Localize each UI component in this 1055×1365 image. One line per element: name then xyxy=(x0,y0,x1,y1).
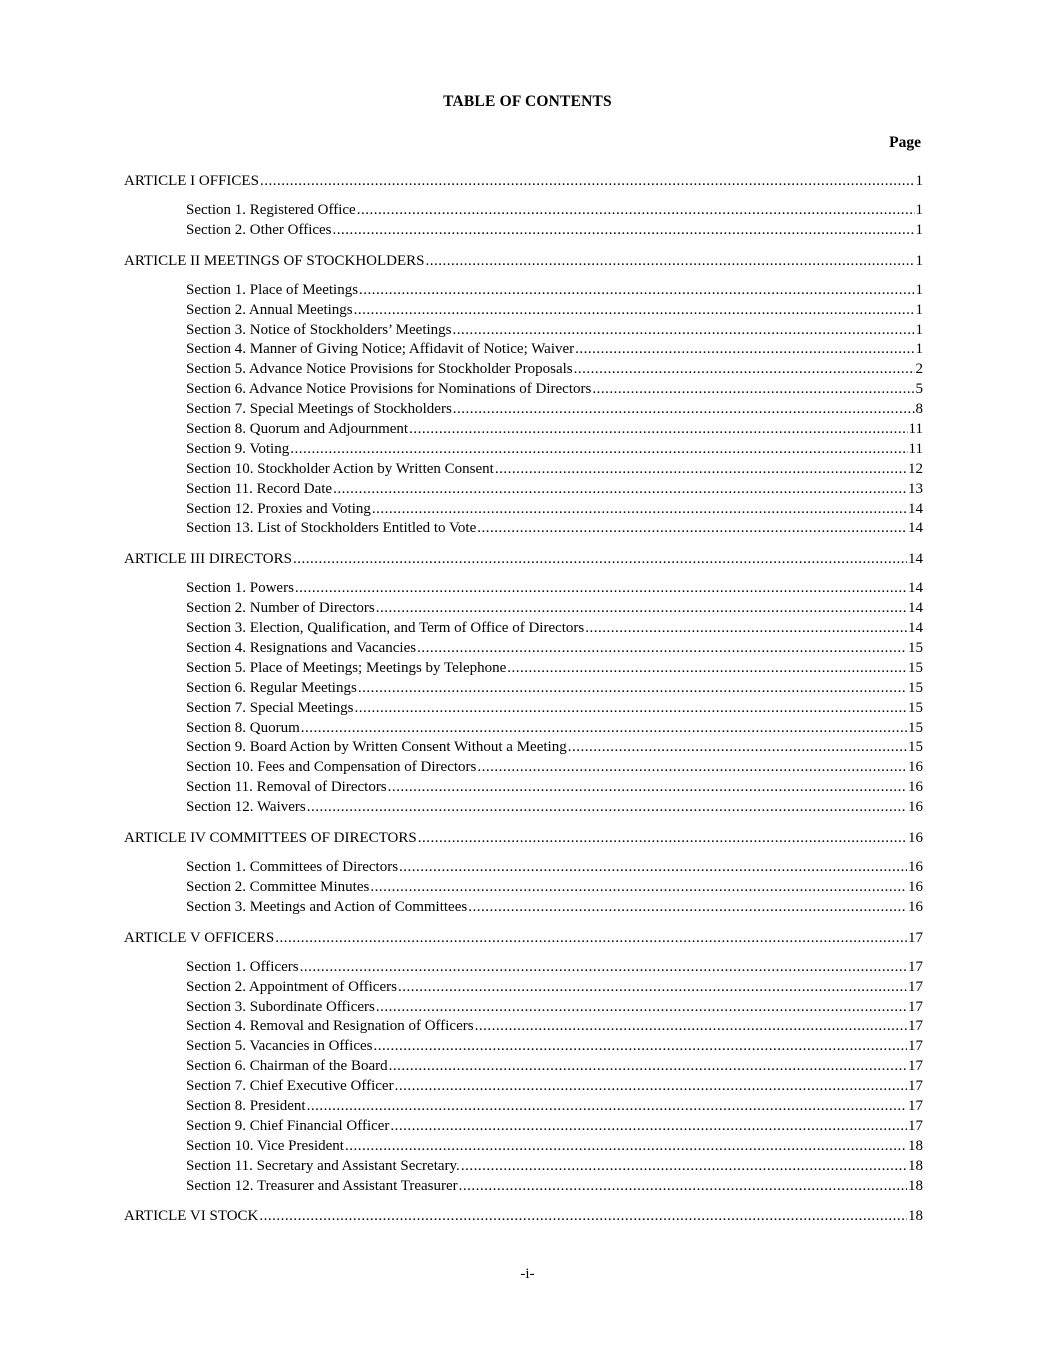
toc-section-entry-page: 13 xyxy=(908,480,923,497)
toc-section-entry-page: 14 xyxy=(908,520,923,537)
toc-article-entry-label: ARTICLE III DIRECTORS xyxy=(124,551,292,568)
toc-section-entry-page: 15 xyxy=(908,699,923,716)
toc-section-entry-page: 11 xyxy=(908,440,923,457)
toc-section-entry-page: 16 xyxy=(908,799,923,816)
toc-section-entry[interactable] xyxy=(124,1057,923,1077)
toc-section-entry[interactable] xyxy=(124,679,923,699)
dot-leader xyxy=(357,201,915,221)
toc-section-entry[interactable] xyxy=(124,1137,923,1157)
dot-leader xyxy=(290,440,907,460)
toc-section-entry[interactable] xyxy=(124,400,923,420)
toc-article-entry[interactable] xyxy=(124,1206,923,1226)
toc-section-entry-label: Section 4. Resignations and Vacancies xyxy=(186,640,417,657)
toc-section-entry-page: 15 xyxy=(908,679,923,696)
toc-section-entry[interactable] xyxy=(124,1177,923,1197)
toc-section-entry-label: Section 12. Proxies and Voting xyxy=(186,500,371,517)
toc-section-entry-label: Section 6. Chairman of the Board xyxy=(186,1058,388,1075)
dot-leader xyxy=(495,460,907,480)
toc-section-entry[interactable] xyxy=(124,201,923,221)
toc-section-entry[interactable] xyxy=(124,221,923,241)
toc-section-entry[interactable] xyxy=(124,480,923,500)
toc-section-entry-label: Section 4. Removal and Resignation of Officers xyxy=(186,1018,474,1035)
toc-section-entry-label: Section 13. List of Stockholders Entitled to Vote xyxy=(186,520,477,537)
toc-section-entry[interactable] xyxy=(124,460,923,480)
toc-section-entry-page: 1 xyxy=(915,281,923,298)
toc-section-entry[interactable] xyxy=(124,758,923,778)
toc-section-entry[interactable] xyxy=(124,958,923,978)
page-title: TABLE OF CONTENTS xyxy=(443,93,612,110)
toc-section-entry[interactable] xyxy=(124,778,923,798)
toc-section-entry-page: 2 xyxy=(915,361,923,378)
dot-leader xyxy=(389,1057,907,1077)
toc-section-entry-label: Section 1. Powers xyxy=(186,580,294,597)
toc-article-entry[interactable] xyxy=(124,928,923,948)
toc-section-entry[interactable] xyxy=(124,519,923,539)
dot-leader xyxy=(453,321,915,341)
toc-section-entry-page: 17 xyxy=(908,978,923,995)
toc-section-entry-label: Section 6. Advance Notice Provisions for Nominations of Directors xyxy=(186,381,592,398)
toc-section-entry-page: 16 xyxy=(908,759,923,776)
toc-section-entry-page: 15 xyxy=(908,640,923,657)
toc-section-entry-page: 11 xyxy=(908,421,923,438)
dot-leader xyxy=(293,549,907,569)
toc-section-entry[interactable] xyxy=(124,798,923,818)
dot-leader xyxy=(259,1206,907,1226)
page-column-header: Page xyxy=(889,134,921,151)
toc-article-block xyxy=(124,171,923,241)
toc-section-entry-label: Section 7. Special Meetings of Stockholders xyxy=(186,401,452,418)
toc-section-entry[interactable] xyxy=(124,719,923,739)
toc-section-entry-page: 15 xyxy=(908,659,923,676)
toc-section-entry-label: Section 3. Election, Qualification, and Term of Office of Directors xyxy=(186,620,585,637)
toc-article-entry[interactable] xyxy=(124,171,923,191)
toc-section-entry-label: Section 11. Secretary and Assistant Secretary. xyxy=(186,1157,460,1174)
toc-article-block xyxy=(124,1206,923,1226)
toc-section-entry-page: 1 xyxy=(915,341,923,358)
toc-section-entry[interactable] xyxy=(124,619,923,639)
dot-leader xyxy=(359,281,914,301)
toc-section-entry-page: 14 xyxy=(908,600,923,617)
dot-leader xyxy=(295,579,907,599)
toc-section-entry-page: 17 xyxy=(908,958,923,975)
toc-article-entry-label: ARTICLE V OFFICERS xyxy=(124,929,275,946)
toc-article-entry-page: 16 xyxy=(908,830,923,847)
toc-section-entry-label: Section 2. Number of Directors xyxy=(186,600,375,617)
toc-section-entry-page: 1 xyxy=(915,301,923,318)
toc-section-entry-label: Section 9. Voting xyxy=(186,440,290,457)
toc-section-entry-label: Section 5. Place of Meetings; Meetings by Telephone xyxy=(186,659,507,676)
toc-section-entry-page: 18 xyxy=(908,1157,923,1174)
toc-section-entry-page: 17 xyxy=(908,1117,923,1134)
toc-section-entry[interactable] xyxy=(124,599,923,619)
dot-leader xyxy=(301,719,907,739)
toc-section-entry-label: Section 7. Special Meetings xyxy=(186,699,354,716)
toc-section-entry[interactable] xyxy=(124,360,923,380)
toc-article-entry[interactable] xyxy=(124,549,923,569)
dot-leader xyxy=(358,679,907,699)
toc-section-entry-page: 16 xyxy=(908,878,923,895)
toc-section-entry-label: Section 2. Annual Meetings xyxy=(186,301,353,318)
toc-article-entry-label: ARTICLE I OFFICES xyxy=(124,173,259,189)
toc-section-entry-label: Section 1. Officers xyxy=(186,958,299,975)
toc-section-entry-label: Section 2. Committee Minutes xyxy=(186,878,370,895)
toc-article-entry-page: 1 xyxy=(915,252,923,269)
toc-section-entry-label: Section 8. Quorum xyxy=(186,719,300,736)
dot-leader xyxy=(575,340,914,360)
dot-leader xyxy=(592,380,914,400)
toc-section-entry-label: Section 10. Stockholder Action by Written Consent xyxy=(186,460,494,477)
toc-article-entry-label: ARTICLE II MEETINGS OF STOCKHOLDERS xyxy=(124,252,425,269)
toc-article-block xyxy=(124,828,923,918)
toc-section-entry-label: Section 1. Place of Meetings xyxy=(186,281,359,298)
toc-article-entry-page: 17 xyxy=(908,929,923,946)
toc-section-entry-page: 1 xyxy=(915,202,923,218)
toc-section-entry[interactable] xyxy=(124,1077,923,1097)
dot-leader xyxy=(418,828,907,848)
toc-section-entry[interactable] xyxy=(124,1097,923,1117)
toc-section-entry[interactable] xyxy=(124,340,923,360)
toc-section-entry-label: Section 7. Chief Executive Officer xyxy=(186,1078,394,1095)
toc-section-entry[interactable] xyxy=(124,440,923,460)
toc-section-entry-label: Section 8. President xyxy=(186,1097,306,1114)
dot-leader xyxy=(333,221,915,241)
dot-leader xyxy=(307,1097,907,1117)
toc-section-entry-label: Section 6. Regular Meetings xyxy=(186,679,357,696)
toc-section-entry-label: Section 10. Fees and Compensation of Directors xyxy=(186,759,477,776)
dot-leader xyxy=(468,898,907,918)
dot-leader xyxy=(373,1037,907,1057)
toc-section-entry-page: 1 xyxy=(915,221,923,238)
toc-section-entry-label: Section 3. Meetings and Action of Committees xyxy=(186,898,468,915)
toc-section-entry-page: 15 xyxy=(908,739,923,756)
dot-leader xyxy=(395,1077,907,1097)
toc-article-entry-page: 14 xyxy=(908,551,923,568)
toc-section-entry[interactable] xyxy=(124,978,923,998)
dot-leader xyxy=(354,301,915,321)
dot-leader xyxy=(568,738,907,758)
toc-article-entry-page: 18 xyxy=(908,1208,923,1225)
toc-section-entry-label: Section 12. Waivers xyxy=(186,799,306,816)
toc-section-entry[interactable] xyxy=(124,380,923,400)
toc-section-entry[interactable] xyxy=(124,1117,923,1137)
toc-section-entry-label: Section 5. Advance Notice Provisions for Stockholder Proposals xyxy=(186,361,573,378)
dot-leader xyxy=(409,420,907,440)
dot-leader xyxy=(275,928,907,948)
dot-leader xyxy=(585,619,907,639)
dot-leader xyxy=(475,1017,907,1037)
dot-leader xyxy=(388,778,907,798)
toc-article-entry-label: ARTICLE VI STOCK xyxy=(124,1208,259,1225)
toc-section-entry-label: Section 1. Registered Office xyxy=(186,202,356,218)
toc-article-entry-page: 1 xyxy=(915,173,923,189)
toc-section-entry-label: Section 2. Other Offices xyxy=(186,221,332,238)
dot-leader xyxy=(461,1157,907,1177)
dot-leader xyxy=(574,360,915,380)
toc-section-entry-page: 18 xyxy=(908,1177,923,1194)
toc-section-entry-label: Section 9. Board Action by Written Consent Without a Meeting xyxy=(186,739,567,756)
toc-article-block xyxy=(124,549,923,818)
toc-section-entry-label: Section 1. Committees of Directors xyxy=(186,859,399,876)
dot-leader xyxy=(260,171,915,191)
dot-leader xyxy=(459,1177,907,1197)
toc-section-entry-page: 18 xyxy=(908,1137,923,1154)
toc-section-entry-label: Section 11. Record Date xyxy=(186,480,333,497)
dot-leader xyxy=(300,958,907,978)
toc-section-entry-page: 12 xyxy=(908,460,923,477)
dot-leader xyxy=(372,500,907,520)
toc-article-block xyxy=(124,251,923,540)
dot-leader xyxy=(453,400,915,420)
toc-section-entry-label: Section 4. Manner of Giving Notice; Affidavit of Notice; Waiver xyxy=(186,341,575,358)
toc-section-entry[interactable] xyxy=(124,878,923,898)
toc-article-entry[interactable] xyxy=(124,828,923,848)
toc-article-entry-label: ARTICLE IV COMMITTEES OF DIRECTORS xyxy=(124,830,417,847)
toc-section-entry-page: 14 xyxy=(908,620,923,637)
toc-section-entry-page: 15 xyxy=(908,719,923,736)
toc-section-entry[interactable] xyxy=(124,579,923,599)
toc-article-entry[interactable] xyxy=(124,251,923,271)
toc-section-entry-label: Section 2. Appointment of Officers xyxy=(186,978,397,995)
toc-section-entry[interactable] xyxy=(124,1157,923,1177)
toc-section-entry[interactable] xyxy=(124,659,923,679)
toc-section-entry[interactable] xyxy=(124,858,923,878)
dot-leader xyxy=(426,251,915,271)
toc-section-entry-page: 16 xyxy=(908,779,923,796)
dot-leader xyxy=(417,639,907,659)
dot-leader xyxy=(477,758,907,778)
toc-section-entry[interactable] xyxy=(124,420,923,440)
toc-section-entry-label: Section 5. Vacancies in Offices xyxy=(186,1038,373,1055)
toc-section-entry-page: 17 xyxy=(908,1018,923,1035)
toc-section-entry[interactable] xyxy=(124,998,923,1018)
dot-leader xyxy=(398,978,907,998)
toc-section-entry-label: Section 3. Notice of Stockholders’ Meetings xyxy=(186,321,452,338)
toc-section-entry[interactable] xyxy=(124,500,923,520)
toc-section-entry-page: 14 xyxy=(908,580,923,597)
table-of-contents xyxy=(124,171,923,1236)
dot-leader xyxy=(354,699,907,719)
dot-leader xyxy=(376,998,907,1018)
toc-section-entry[interactable] xyxy=(124,301,923,321)
toc-section-entry-page: 17 xyxy=(908,1097,923,1114)
toc-section-entry-page: 16 xyxy=(908,859,923,876)
toc-section-entry-label: Section 3. Subordinate Officers xyxy=(186,998,375,1015)
page-number-footer: -i- xyxy=(520,1266,535,1282)
toc-section-entry-page: 17 xyxy=(908,1038,923,1055)
toc-section-entry[interactable] xyxy=(124,639,923,659)
toc-section-entry[interactable] xyxy=(124,281,923,301)
dot-leader xyxy=(333,480,907,500)
dot-leader xyxy=(370,878,907,898)
toc-section-entry-page: 16 xyxy=(908,898,923,915)
toc-section-entry-page: 5 xyxy=(915,381,923,398)
toc-section-entry[interactable] xyxy=(124,1017,923,1037)
dot-leader xyxy=(390,1117,907,1137)
toc-section-entry-label: Section 8. Quorum and Adjournment xyxy=(186,421,409,438)
toc-section-entry-page: 14 xyxy=(908,500,923,517)
toc-section-entry[interactable] xyxy=(124,699,923,719)
toc-section-entry-label: Section 10. Vice President xyxy=(186,1137,344,1154)
dot-leader xyxy=(345,1137,907,1157)
toc-section-entry-page: 17 xyxy=(908,1078,923,1095)
toc-section-entry-label: Section 12. Treasurer and Assistant Treasurer xyxy=(186,1177,458,1194)
toc-section-entry-page: 17 xyxy=(908,998,923,1015)
toc-section-entry-label: Section 11. Removal of Directors xyxy=(186,779,387,796)
dot-leader xyxy=(399,858,907,878)
toc-section-entry-page: 17 xyxy=(908,1058,923,1075)
toc-section-entry[interactable] xyxy=(124,321,923,341)
toc-section-entry[interactable] xyxy=(124,738,923,758)
dot-leader xyxy=(477,519,907,539)
toc-section-entry-page: 8 xyxy=(915,401,923,418)
toc-article-block xyxy=(124,928,923,1197)
dot-leader xyxy=(376,599,907,619)
toc-section-entry[interactable] xyxy=(124,898,923,918)
dot-leader xyxy=(507,659,907,679)
toc-section-entry-label: Section 9. Chief Financial Officer xyxy=(186,1117,390,1134)
toc-section-entry-page: 1 xyxy=(915,321,923,338)
toc-section-entry[interactable] xyxy=(124,1037,923,1057)
dot-leader xyxy=(307,798,907,818)
